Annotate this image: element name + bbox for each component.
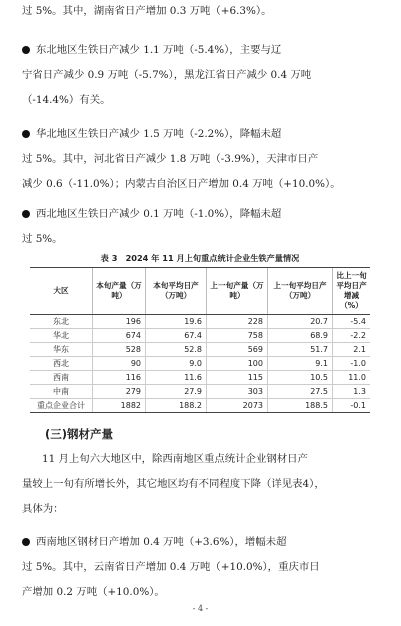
pig-iron-output-table — [30, 267, 370, 413]
region-cell: 华北 — [30, 329, 93, 343]
value-cell: 528 — [93, 343, 146, 357]
value-cell: 68.9 — [268, 329, 333, 343]
value-cell: 9.1 — [268, 357, 333, 371]
value-cell: 1.3 — [333, 385, 371, 399]
region-cell: 中南 — [30, 385, 93, 399]
text-line: 量较上一旬有所增长外，其它地区均有不同程度下降（详见表4）， — [22, 478, 325, 490]
value-cell: 100 — [207, 357, 268, 371]
table-row — [30, 385, 370, 399]
region-cell: 西南 — [30, 371, 93, 385]
value-cell: 90 — [93, 357, 146, 371]
text-line: 11 月上旬六大地区中，除西南地区重点统计企业钢材日产 — [42, 453, 308, 465]
value-cell: -5.4 — [333, 315, 371, 329]
column-header: 上一旬产量（万吨） — [207, 268, 268, 315]
value-cell: 67.4 — [146, 329, 207, 343]
table-total-row — [30, 399, 370, 413]
region-cell: 重点企业合计 — [30, 399, 93, 413]
value-cell: 11.6 — [146, 371, 207, 385]
table-row — [30, 371, 370, 385]
text-line: 过 5%。其中，湖南省日产增加 0.3 万吨（+6.3%）。 — [22, 5, 272, 17]
table-header-row — [30, 268, 370, 315]
region-cell: 东北 — [30, 315, 93, 329]
bullet-icon — [22, 130, 30, 138]
value-cell: 116 — [93, 371, 146, 385]
text-line: 西北地区生铁日产减少 0.1 万吨（-1.0%），降幅未超 — [36, 208, 282, 220]
page-number: - 4 - — [192, 604, 209, 613]
column-header: 本旬产量（万吨） — [93, 268, 146, 315]
value-cell: 188.2 — [146, 399, 207, 413]
table-row — [30, 315, 370, 329]
value-cell: -1.0 — [333, 357, 371, 371]
value-cell: 9.0 — [146, 357, 207, 371]
table-caption: 表 3 2024 年 11 月上旬重点统计企业生铁产量情况 — [100, 253, 300, 263]
text-line: 华北地区生铁日产减少 1.5 万吨（-2.2%），降幅未超 — [36, 128, 282, 140]
bullet-icon — [22, 46, 30, 54]
text-line: 东北地区生铁日产减少 1.1 万吨（-5.4%），主要与辽 — [36, 44, 282, 56]
value-cell: 11.0 — [333, 371, 371, 385]
value-cell: 228 — [207, 315, 268, 329]
text-line: 减少 0.6（-11.0%）；内蒙古自治区日产增加 0.4 万吨（+10.0%）。 — [22, 178, 341, 190]
value-cell: 2073 — [207, 399, 268, 413]
column-header: 比上一旬平均日产增减（%） — [333, 268, 371, 315]
bullet-icon — [22, 210, 30, 218]
bullet-icon — [22, 538, 30, 546]
value-cell: 196 — [93, 315, 146, 329]
text-line: 过 5%。其中，河北省日产减少 1.8 万吨（-3.9%），天津市日产 — [22, 153, 319, 165]
value-cell: 303 — [207, 385, 268, 399]
value-cell: 569 — [207, 343, 268, 357]
value-cell: 52.8 — [146, 343, 207, 357]
text-line: 具体为： — [22, 503, 64, 515]
value-cell: 10.5 — [268, 371, 333, 385]
value-cell: 188.5 — [268, 399, 333, 413]
table-row — [30, 329, 370, 343]
table-row — [30, 357, 370, 371]
text-line: 西南地区钢材日产增加 0.4 万吨（+3.6%），增幅未超 — [36, 536, 287, 548]
text-line: 过 5%。其中，云南省日产增加 0.4 万吨（+10.0%），重庆市日 — [22, 561, 320, 573]
column-header: 上一旬平均日产（万吨） — [268, 268, 333, 315]
value-cell: -2.2 — [333, 329, 371, 343]
value-cell: 27.9 — [146, 385, 207, 399]
column-header: 大区 — [30, 268, 93, 315]
value-cell: 19.6 — [146, 315, 207, 329]
text-line: 过 5%。 — [22, 233, 63, 245]
text-line: 产增加 0.2 万吨（+10.0%）。 — [22, 586, 165, 598]
value-cell: 115 — [207, 371, 268, 385]
text-line: （-14.4%）有关。 — [22, 94, 111, 106]
value-cell: 279 — [93, 385, 146, 399]
value-cell: 1882 — [93, 399, 146, 413]
value-cell: 27.5 — [268, 385, 333, 399]
table-row — [30, 343, 370, 357]
value-cell: 20.7 — [268, 315, 333, 329]
section-heading: (三)钢材产量 — [45, 427, 114, 441]
text-line: 宁省日产减少 0.9 万吨（-5.7%），黑龙江省日产减少 0.4 万吨 — [22, 69, 312, 81]
value-cell: 2.1 — [333, 343, 371, 357]
region-cell: 西北 — [30, 357, 93, 371]
region-cell: 华东 — [30, 343, 93, 357]
column-header: 本旬平均日产（万吨） — [146, 268, 207, 315]
value-cell: 51.7 — [268, 343, 333, 357]
value-cell: 674 — [93, 329, 146, 343]
value-cell: -0.1 — [333, 399, 371, 413]
value-cell: 758 — [207, 329, 268, 343]
